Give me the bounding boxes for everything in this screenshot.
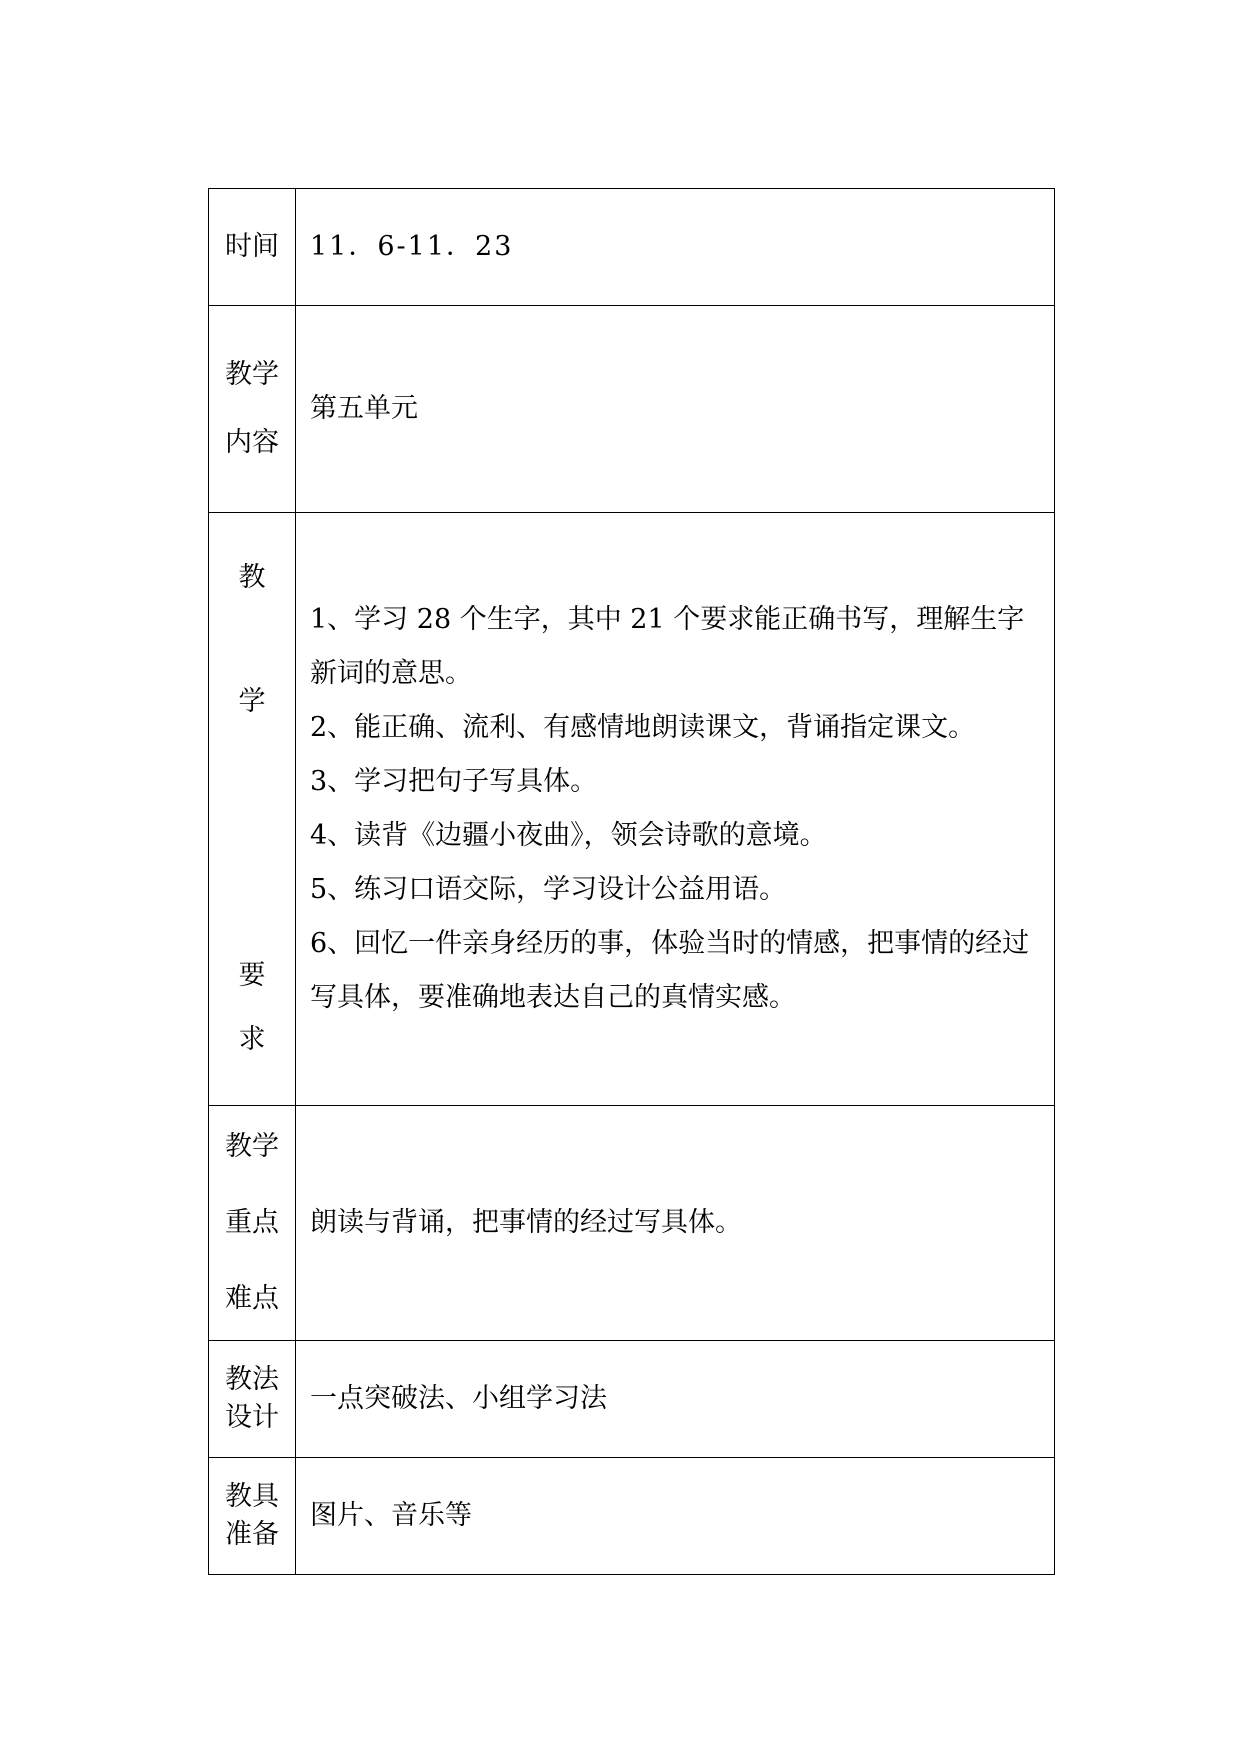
requirement-item: 2、能正确、流利、有感情地朗读课文，背诵指定课文。 <box>310 712 976 743</box>
teaching-requirements-value <box>296 513 1055 1106</box>
req-label-char-3: 要 <box>238 960 266 991</box>
requirement-item: 6、回忆一件亲身经历的事，体验当时的情感，把事情的经过写具体，要准确地表达自己的真情实感。 <box>310 928 1030 1013</box>
key-points-row <box>209 1106 1055 1341</box>
teaching-method-label-line2: 设计 <box>225 1402 279 1433</box>
teaching-method-label <box>209 1341 296 1458</box>
requirement-item: 1、学习 28 个生字，其中 21 个要求能正确书写，理解生字新词的意思。 <box>310 604 1025 689</box>
time-label-text: 时间 <box>225 231 279 262</box>
key-points-label-line2: 重点 <box>225 1207 279 1238</box>
teaching-method-row <box>209 1341 1055 1458</box>
requirement-item: 5、练习口语交际，学习设计公益用语。 <box>310 874 787 905</box>
requirement-item: 4、读背《边疆小夜曲》，领会诗歌的意境。 <box>310 820 827 851</box>
req-label-char-4: 求 <box>238 1024 266 1055</box>
teaching-content-label-line1: 教学 <box>225 359 279 390</box>
key-points-value: 朗读与背诵，把事情的经过写具体。 <box>296 1106 1055 1341</box>
teaching-tools-label-line1: 教具 <box>225 1481 279 1512</box>
teaching-content-label-line2: 内容 <box>225 427 279 458</box>
teaching-tools-label <box>209 1458 296 1575</box>
teaching-method-value: 一点突破法、小组学习法 <box>296 1341 1055 1458</box>
teaching-content-value: 第五单元 <box>296 306 1055 513</box>
teaching-tools-row <box>209 1458 1055 1575</box>
key-points-label-line1: 教学 <box>225 1131 279 1162</box>
teaching-requirements-label <box>209 513 296 1106</box>
time-row <box>209 189 1055 306</box>
key-points-label <box>209 1106 296 1341</box>
lesson-plan-table <box>208 188 1055 1575</box>
req-label-char-1: 教 <box>238 562 266 593</box>
teaching-content-label <box>209 306 296 513</box>
teaching-content-row <box>209 306 1055 513</box>
teaching-requirements-row <box>209 513 1055 1106</box>
time-value: 11．6-11．23 <box>296 189 1055 306</box>
requirements-list <box>310 593 1044 1025</box>
time-label <box>209 189 296 306</box>
key-points-label-line3: 难点 <box>225 1283 279 1314</box>
req-label-char-2: 学 <box>238 686 266 717</box>
teaching-method-label-line1: 教法 <box>225 1364 279 1395</box>
requirement-item: 3、学习把句子写具体。 <box>310 766 598 797</box>
teaching-tools-value: 图片、音乐等 <box>296 1458 1055 1575</box>
teaching-tools-label-line2: 准备 <box>225 1519 279 1550</box>
